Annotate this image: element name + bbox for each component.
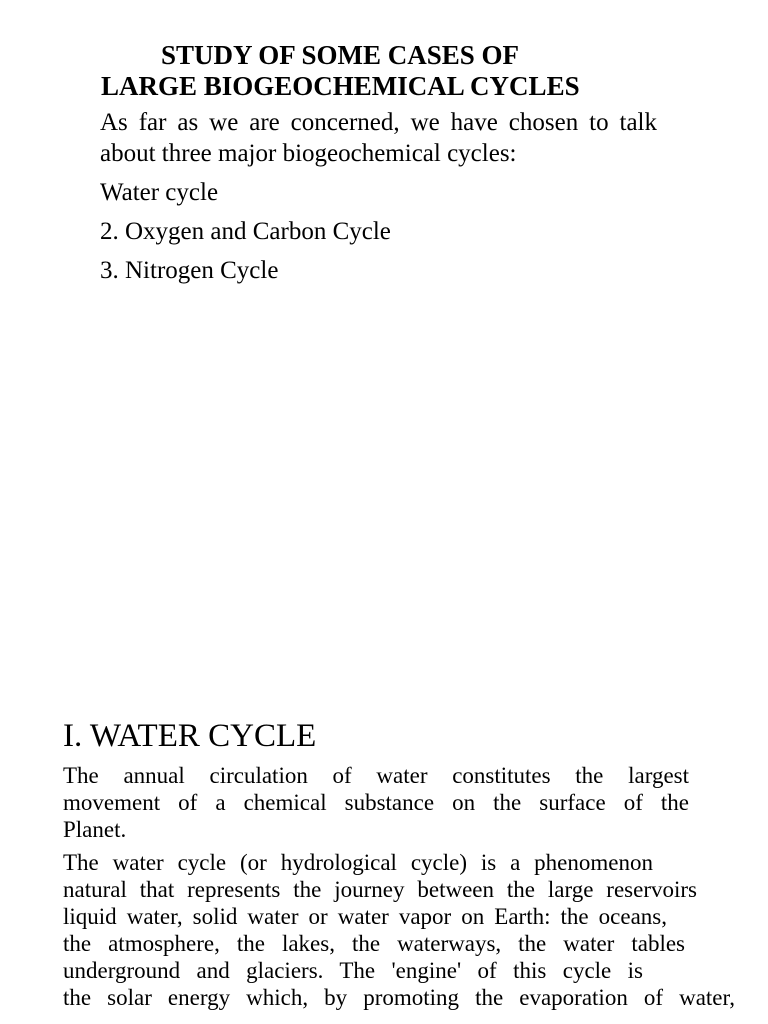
section-heading: I. WATER CYCLE <box>63 718 317 754</box>
paragraph-line: liquid water, solid water or water vapor on Earth: the oceans, <box>63 904 667 929</box>
intro-paragraph: As far as we are concerned, we have chosen to talk about three major biogeochemical cycles: <box>100 109 657 167</box>
paragraph-line: the solar energy which, by promoting the evaporation of water, <box>63 985 735 1010</box>
paragraph-line: The water cycle (or hydrological cycle) is a phenomenon <box>63 850 653 875</box>
paragraph-line: underground and glaciers. The 'engine' of this cycle is <box>63 958 643 983</box>
paragraph-annual-circulation <box>63 762 689 843</box>
paragraph-hydrological-cycle <box>63 849 735 1011</box>
document-title-line-1: STUDY OF SOME CASES OF <box>161 40 520 70</box>
paragraph-line: Planet. <box>63 817 127 842</box>
paragraph-line: natural that represents the journey between the large reservoirs <box>63 877 697 902</box>
paragraph-line: movement of a chemical substance on the surface of the <box>63 790 689 815</box>
cycle-list-item-nitrogen: 3. Nitrogen Cycle <box>100 257 279 284</box>
document-title-line-2: LARGE BIOGEOCHEMICAL CYCLES <box>101 71 580 101</box>
paragraph-line: the atmosphere, the lakes, the waterways, the water tables <box>63 931 685 956</box>
intro-slide <box>100 40 670 286</box>
cycle-list-item-water: Water cycle <box>100 179 219 206</box>
cycle-list-item-oxygen-carbon: 2. Oxygen and Carbon Cycle <box>100 218 391 245</box>
paragraph-line: The annual circulation of water constitutes the largest <box>63 763 689 788</box>
water-cycle-slide <box>63 716 735 1011</box>
